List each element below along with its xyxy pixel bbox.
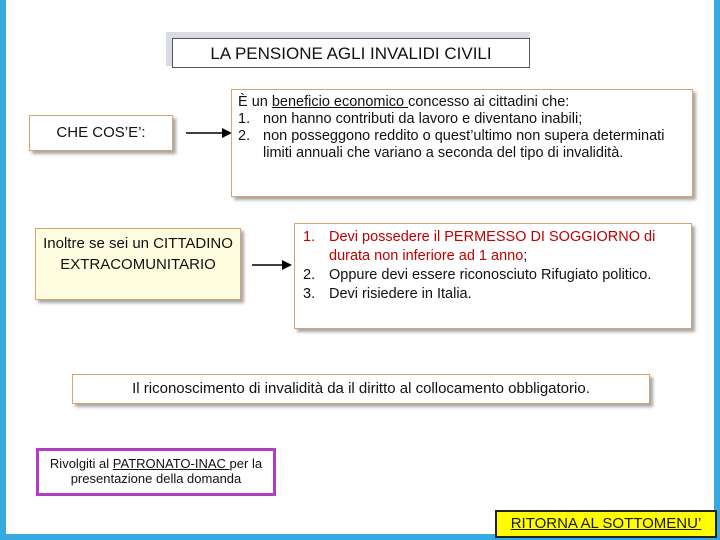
- definition-intro-suffix: concesso ai cittadini che:: [408, 94, 570, 110]
- beneficio-link[interactable]: beneficio economico: [271, 94, 409, 110]
- list-item: [303, 285, 683, 304]
- list-text: non hanno contributi da lavoro e diventano inabili;: [263, 111, 583, 127]
- list-item: [238, 111, 686, 128]
- list-item: [303, 228, 683, 266]
- arrow-right-icon: [186, 127, 236, 139]
- patronato-suffix: per la presentazione della domanda: [70, 456, 263, 486]
- list-item: [303, 266, 683, 285]
- list-number: 2.: [303, 267, 316, 283]
- list-number: 1.: [303, 229, 316, 245]
- list-text: Devi possedere il PERMESSO DI SOGGIORNO di durata non inferiore ad 1 anno: [329, 229, 656, 264]
- list-text: non posseggono reddito o quest’ultimo non supera determinati limiti annuali che variano a seconda del tipo di invalidità.: [263, 128, 665, 161]
- definition-intro-prefix: È un: [238, 94, 272, 110]
- patronato-box: [36, 448, 276, 496]
- left-border: [0, 0, 6, 540]
- list-text: Devi risiedere in Italia.: [329, 286, 472, 302]
- requirements-box: [294, 223, 692, 329]
- list-text-tail: ;: [523, 248, 528, 264]
- what-label-box: [29, 115, 173, 151]
- patronato-link[interactable]: PATRONATO-INAC: [112, 456, 230, 471]
- definition-box: [231, 89, 693, 197]
- right-border: [714, 0, 720, 540]
- recognition-text: Il riconoscimento di invalidità da il diritto al collocamento obbligatorio.: [132, 380, 590, 397]
- list-number: 3.: [303, 286, 316, 302]
- list-text: Oppure devi essere riconosciuto Rifugiato politico.: [329, 267, 652, 283]
- list-number: 1.: [238, 111, 251, 127]
- recognition-box: [72, 374, 650, 404]
- extracomunitario-box: [35, 228, 241, 300]
- what-label: CHE COS’E’:: [56, 124, 146, 141]
- patronato-prefix: Rivolgiti al: [49, 456, 113, 471]
- list-item: [238, 128, 686, 162]
- definition-intro: [238, 94, 686, 111]
- extracomunitario-label: Inoltre se sei un CITTADINO EXTRACOMUNITARIO: [43, 235, 233, 273]
- list-number: 2.: [238, 128, 251, 144]
- arrow-right-icon: [252, 259, 298, 271]
- page-title: LA PENSIONE AGLI INVALIDI CIVILI: [172, 38, 530, 68]
- return-to-submenu-button[interactable]: RITORNA AL SOTTOMENU’: [495, 510, 717, 538]
